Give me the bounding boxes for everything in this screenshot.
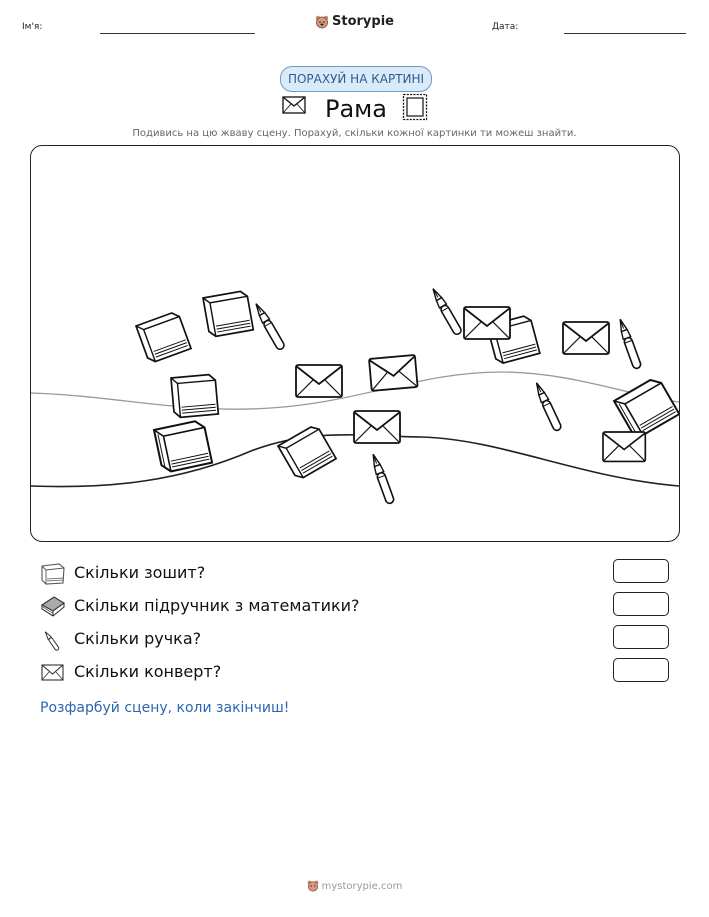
- envelope: [354, 411, 400, 443]
- counting-scene: [30, 145, 680, 542]
- envelope: [603, 432, 645, 461]
- name-label: Ім'я:: [22, 22, 43, 32]
- picture-frame-icon: [402, 93, 428, 121]
- answer-box-math-textbook[interactable]: [613, 592, 669, 616]
- notebook: [278, 424, 336, 481]
- math-textbook: [614, 376, 679, 439]
- footer-site: mystorypie.com: [321, 881, 403, 892]
- storypie-bear-icon: [307, 880, 319, 892]
- envelope-icon: [282, 96, 306, 114]
- pen-icon: [40, 628, 66, 652]
- name-write-line[interactable]: [100, 33, 255, 34]
- date-write-line[interactable]: [564, 33, 686, 34]
- pen: [253, 302, 286, 351]
- envelope: [369, 355, 418, 391]
- pen: [616, 318, 641, 370]
- page-title: Рама: [325, 95, 387, 123]
- footer: [0, 880, 709, 892]
- question-text: Скільки ручка?: [74, 629, 202, 648]
- answer-box-pen[interactable]: [613, 625, 669, 649]
- question-text: Скільки конверт?: [74, 662, 222, 681]
- envelope: [563, 322, 609, 354]
- notebook-icon: [40, 562, 66, 586]
- notebook: [203, 290, 253, 337]
- question-text: Скільки зошит?: [74, 563, 206, 582]
- instructions: Подивись на цю жваву сцену. Порахуй, скільки кожної картинки ти можеш знайти.: [132, 128, 577, 139]
- date-label: Дата:: [492, 22, 519, 32]
- notebook: [171, 374, 218, 418]
- storypie-bear-icon: [315, 15, 329, 29]
- closing-note: Розфарбуй сцену, коли закінчиш!: [40, 700, 290, 716]
- math-textbook: [154, 420, 212, 473]
- question-text: Скільки підручник з математики?: [74, 596, 360, 615]
- scene-illustration: [31, 146, 679, 541]
- pen: [430, 287, 463, 336]
- notebook: [136, 311, 191, 364]
- brand-logo: [0, 14, 709, 29]
- envelope: [296, 365, 342, 397]
- activity-badge: ПОРАХУЙ НА КАРТИНІ: [280, 66, 432, 92]
- answer-box-notebook[interactable]: [613, 559, 669, 583]
- envelope: [464, 307, 510, 339]
- envelope-icon: [40, 661, 66, 685]
- answer-box-envelope[interactable]: [613, 658, 669, 682]
- pen: [533, 381, 562, 432]
- pen: [369, 453, 394, 505]
- hill-line-back: [31, 372, 679, 409]
- math-textbook-icon: [40, 595, 66, 619]
- brand-name: Storypie: [332, 14, 394, 29]
